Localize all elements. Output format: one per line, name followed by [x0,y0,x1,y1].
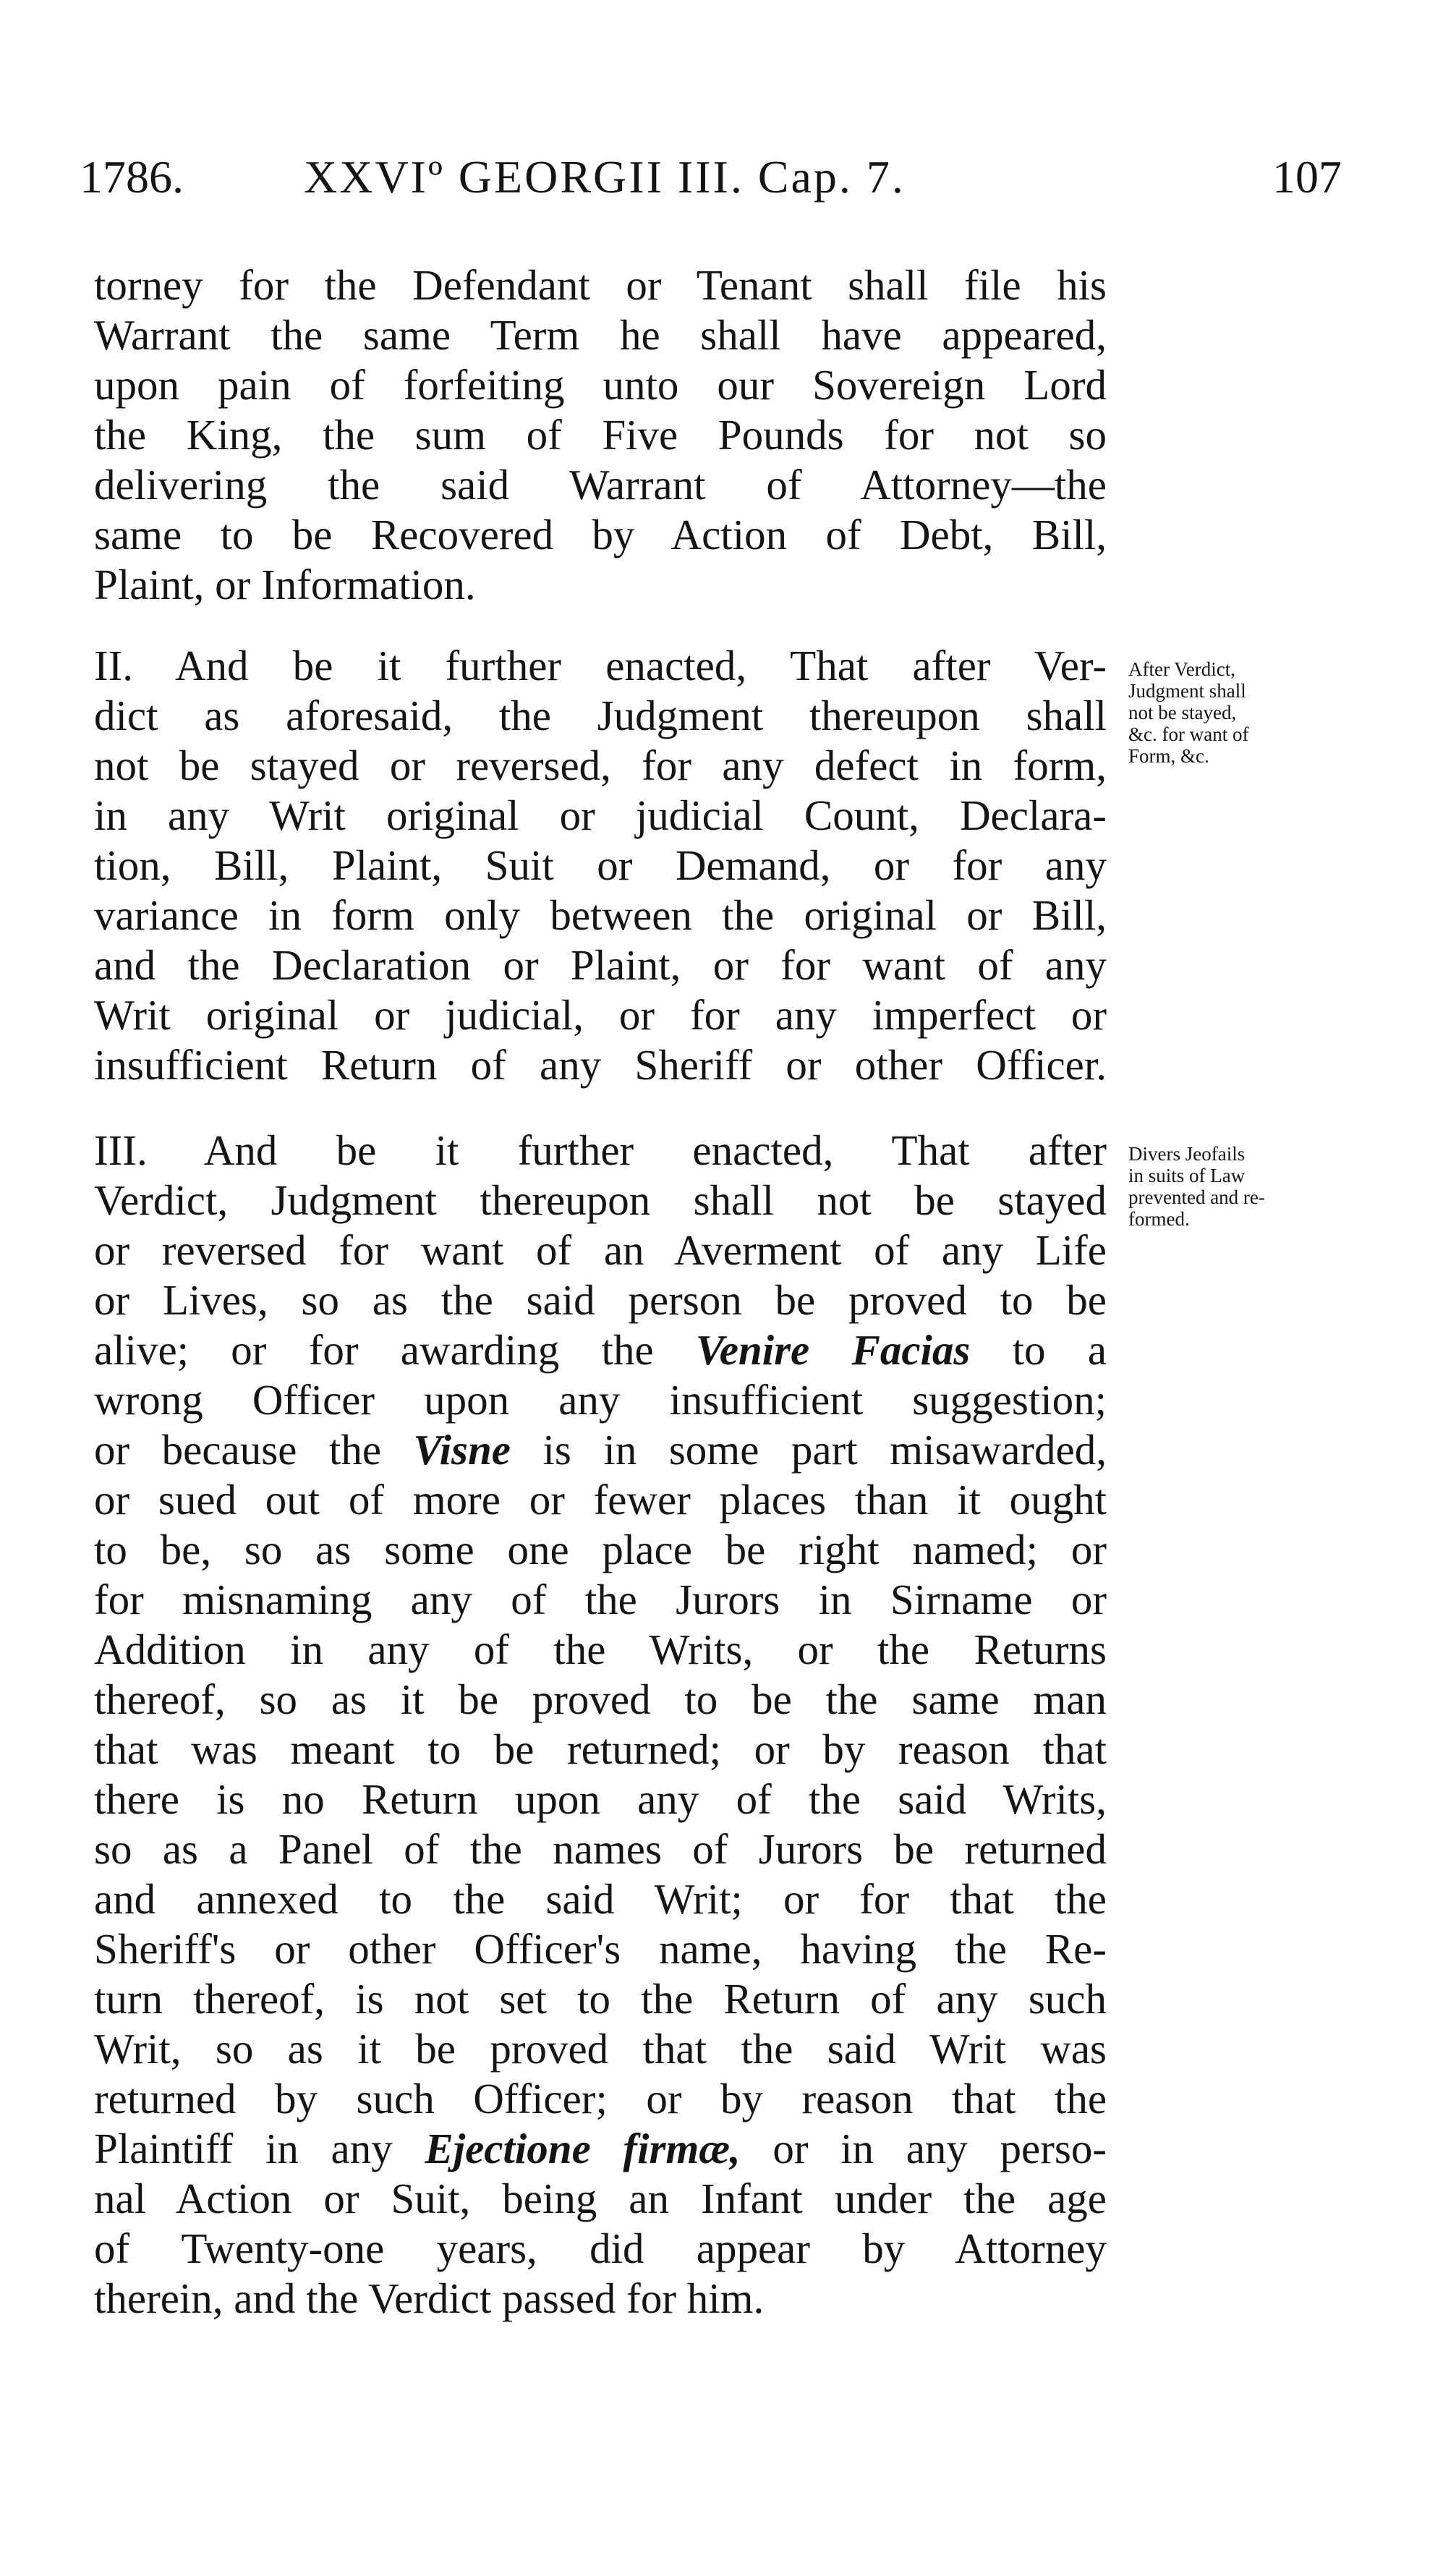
page-number: 107 [1272,151,1342,203]
text-line: wrong Officer upon any insufficient suggestion; [94,1376,1107,1424]
header-year: 1786. [80,151,184,203]
note-line: Form, &c. [1128,745,1209,767]
text-line: not be stayed or reversed, for any defect in form, [94,741,1107,789]
note-line: not be stayed, [1128,702,1237,723]
note-line: prevented and re- [1128,1186,1265,1208]
text-line: Writ, so as it be proved that the said Writ was [94,2025,1107,2073]
text-line: the King, the sum of Five Pounds for not so [94,411,1107,459]
text-line: III. And be it further enacted, That after [94,1126,1107,1174]
section-ii [94,641,1107,1090]
italic-term: Venire Facias [695,1326,971,1374]
text-line: returned by such Officer; or by reason that the [94,2075,1107,2122]
note-line: Judgment shall [1128,680,1246,702]
text-line: Addition in any of the Writs, or the Returns [94,1626,1107,1673]
text-line: therein, and the Verdict passed for him. [94,2274,765,2322]
text-line: that was meant to be returned; or by reason that [94,1725,1107,1773]
text-line: variance in form only between the original or Bill, [94,891,1107,939]
text-line: insufficient Return of any Sheriff or other Officer. [94,1041,1107,1089]
text-line: or reversed for want of an Averment of any Life [94,1226,1107,1274]
note-line: &c. for want of [1128,723,1249,745]
text-line: torney for the Defendant or Tenant shall file his [94,261,1107,309]
text-line: tion, Bill, Plaint, Suit or Demand, or for any [94,841,1107,889]
note-line: formed. [1128,1208,1190,1230]
text-line: and annexed to the said Writ; or for that the [94,1875,1107,1923]
paragraph-continuation [94,260,1107,610]
header-title: XXVIº GEORGII III. Cap. 7. [304,151,906,203]
note-line: Divers Jeofails [1128,1143,1246,1165]
italic-term: Visne [413,1426,511,1474]
text-line: of Twenty-one years, did appear by Attorney [94,2224,1107,2272]
line-text: Plaintiff in any [94,2125,425,2172]
text-line: to be, so as some one place be right named; or [94,1526,1107,1573]
marginal-note-iii [1128,1143,1353,1230]
text-line: Plaint, or Information. [94,561,476,608]
text-line: Verdict, Judgment thereupon shall not be stayed [94,1176,1107,1224]
text-line: nal Action or Suit, being an Infant under the age [94,2175,1107,2222]
note-line: After Verdict, [1128,658,1235,680]
text-line: upon pain of forfeiting unto our Sovereign Lord [94,361,1107,409]
text-line: Warrant the same Term he shall have appeared, [94,311,1107,359]
line-text: or in any perso- [740,2125,1107,2172]
text-line: same to be Recovered by Action of Debt, Bill, [94,511,1107,558]
text-line: there is no Return upon any of the said Writs, [94,1775,1107,1823]
text-line: dict as aforesaid, the Judgment thereupon shall [94,692,1107,739]
text-line: or sued out of more or fewer places than it ought [94,1476,1107,1524]
text-line: for misnaming any of the Jurors in Sirname or [94,1576,1107,1623]
line-text: or because the [94,1426,414,1474]
line-text: is in some part misawarded, [511,1426,1107,1474]
text-line: thereof, so as it be proved to be the same man [94,1675,1107,1723]
text-line: delivering the said Warrant of Attorney—the [94,461,1107,509]
line-text: to a [970,1326,1107,1374]
text-line: so as a Panel of the names of Jurors be returned [94,1825,1107,1873]
text-line [94,1425,1107,1475]
line-text: alive; or for awarding the [94,1326,696,1374]
marginal-note-ii [1128,658,1353,767]
note-line: in suits of Law [1128,1165,1246,1186]
text-line [94,2124,1107,2174]
italic-term: Ejectione firmæ, [425,2125,741,2172]
text-line: Writ original or judicial, or for any imperfect or [94,991,1107,1039]
text-line: turn thereof, is not set to the Return of any such [94,1975,1107,2023]
text-line: II. And be it further enacted, That after Ver- [94,642,1107,689]
text-line: Sheriff's or other Officer's name, having the Re- [94,1925,1107,1973]
running-header [80,145,1342,210]
text-line: and the Declaration or Plaint, or for want of any [94,941,1107,989]
section-iii [94,1126,1107,2324]
text-line: or Lives, so as the said person be proved to be [94,1276,1107,1324]
text-line: in any Writ original or judicial Count, Declara- [94,791,1107,839]
text-line [94,1325,1107,1375]
